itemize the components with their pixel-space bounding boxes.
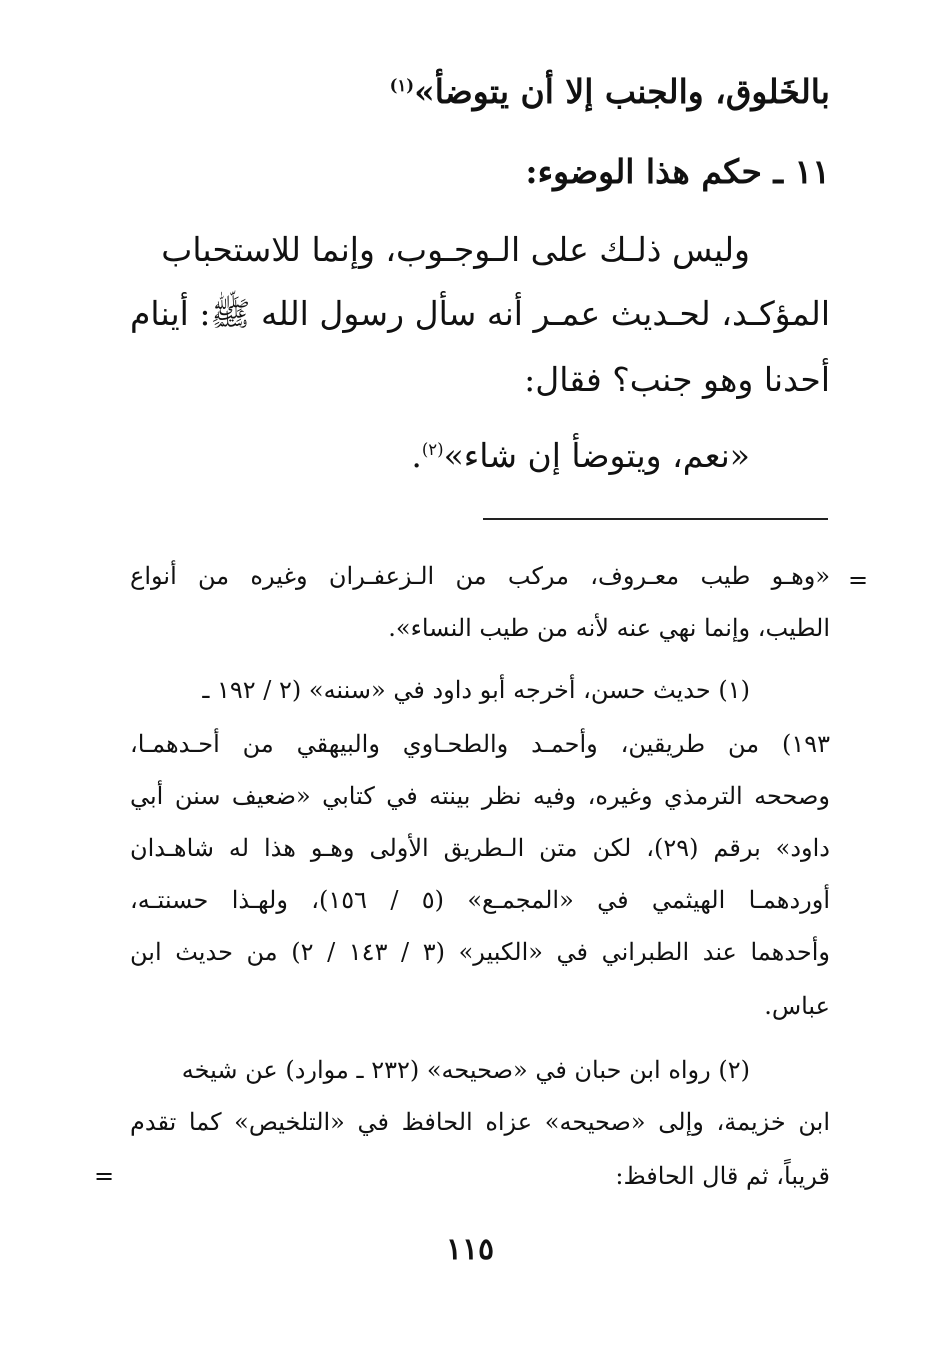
footnote-2-line-2: ابن خزيمة، وإلى «صحيحه» عزاه الحافظ في «التلخيص» كما تقدم bbox=[130, 1108, 830, 1136]
section-heading: ١١ ـ حكم هذا الوضوء: bbox=[525, 152, 830, 191]
hadith-quote-text: «نعم، ويتوضأ إن شاء» bbox=[443, 436, 750, 475]
footnote-1-line-7: عباس. bbox=[764, 992, 830, 1020]
footnote-cont-line-2: الطيب، وإنما نهي عنه لأنه من طيب النساء». bbox=[388, 614, 830, 642]
paragraph-line-3: أحدنا وهو جنب؟ فقال: bbox=[524, 360, 830, 399]
text-line-1 bbox=[390, 72, 830, 111]
footnote-1-line-4: داود» برقم (٢٩)، لكن متن الـطريق الأولى وهـو هذا له شاهـدان bbox=[130, 834, 830, 862]
footnote-1-line-5: أوردهمـا الهيثمي في «المجمـع» (٥ / ١٥٦)، ولهـذا حسنتـه، bbox=[130, 886, 830, 914]
footnote-1-line-1: (١) حديث حسن، أخرجه أبو داود في «سننه» (٢ / ١٩٢ ـ bbox=[202, 676, 750, 704]
hadith-quote bbox=[411, 436, 750, 475]
footnote-1-line-3: وصححه الترمذي وغيره، وفيه نظر بينته في كتابي «ضعيف سنن أبي bbox=[130, 782, 830, 810]
continuation-mark-top: = bbox=[848, 566, 869, 594]
footnote-divider bbox=[483, 518, 828, 520]
footnote-ref-2: (٢) bbox=[421, 440, 444, 459]
text-line-1-content: بالخَلوق، والجنب إلا أن يتوضأ» bbox=[414, 72, 830, 111]
footnote-ref-1: (١) bbox=[389, 76, 415, 95]
footnote-1-line-2: ١٩٣) من طريقين، وأحمـد والطحـاوي والبيهقي من أحـدهمـا، bbox=[130, 730, 830, 758]
footnote-cont-line-1: «وهـو طيب معـروف، مركب من الـزعفـران وغيره من أنواع bbox=[130, 562, 830, 590]
footnote-2-line-3: قريباً، ثم قال الحافظ: bbox=[615, 1162, 830, 1190]
page-number: ١١٥ bbox=[445, 1232, 495, 1267]
paragraph-line-1: وليس ذلـك على الـوجـوب، وإنما للاستحباب bbox=[161, 230, 750, 269]
continuation-mark-bottom: = bbox=[94, 1162, 115, 1190]
hadith-quote-period: . bbox=[411, 436, 422, 475]
footnote-1-line-6: وأحدهما عند الطبراني في «الكبير» (٣ / ١٤٣ / ٢) من حديث ابن bbox=[130, 938, 831, 966]
footnote-2-line-1: (٢) رواه ابن حبان في «صحيحه» (٢٣٢ ـ موارد) عن شيخه bbox=[181, 1056, 750, 1084]
paragraph-line-2: المؤكـد، لحـديث عمـر أنه سأل رسول الله ﷺ: أينام bbox=[130, 294, 830, 333]
